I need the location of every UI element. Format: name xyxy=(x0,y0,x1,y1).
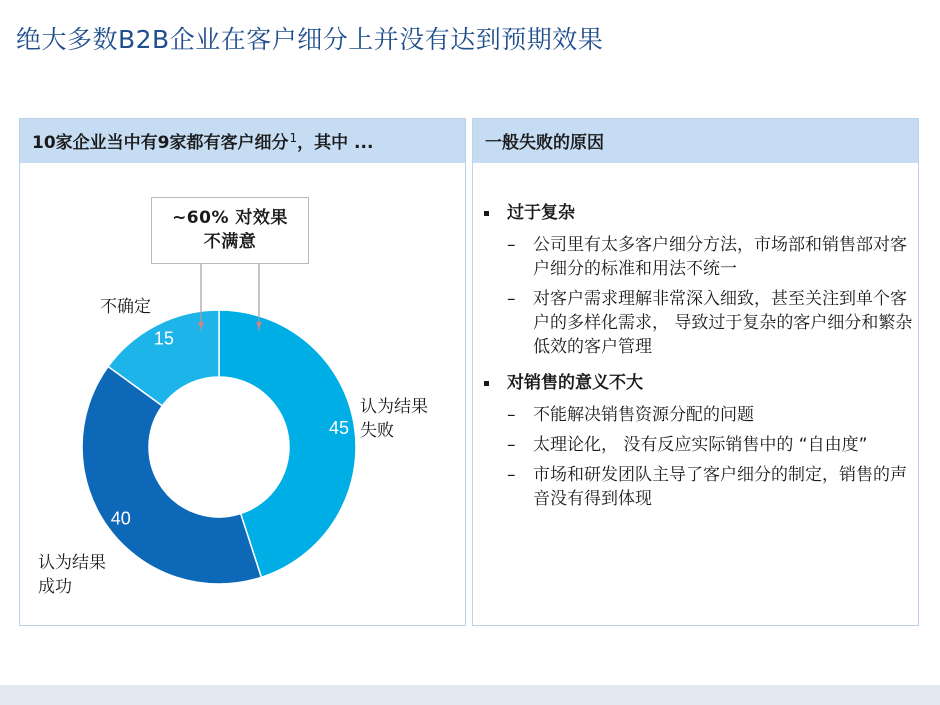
list-item-text: 公司里有太多客户细分方法，市场部和销售部对客户细分的标准和用法不统一 xyxy=(533,235,907,279)
list-item xyxy=(483,233,913,281)
left-panel-header-suffix: ，其中 ... xyxy=(297,133,374,153)
label-success-line1: 认为结果 xyxy=(38,553,106,573)
dash-marker: – xyxy=(507,235,516,255)
callout-box xyxy=(151,197,309,264)
dash-marker: – xyxy=(507,289,516,309)
section-title-sales-relevance: 对销售的意义不大 xyxy=(483,371,913,395)
list-item-text: 不能解决销售资源分配的问题 xyxy=(533,405,754,425)
reasons-list xyxy=(483,201,913,517)
donut-value-label-uncertain: 15 xyxy=(153,328,174,349)
dash-marker: – xyxy=(507,405,516,425)
footer-band xyxy=(0,685,940,705)
list-item xyxy=(483,287,913,359)
list-item xyxy=(483,433,913,457)
label-success-line2: 成功 xyxy=(38,577,72,597)
list-item-text: 对客户需求理解非常深入细致，甚至关注到单个客户的多样化需求， 导致过于复杂的客户细分和繁杂低效的客户管理 xyxy=(533,289,913,357)
label-success xyxy=(38,551,106,599)
dash-marker: – xyxy=(507,435,516,455)
list-item-text: 市场和研发团队主导了客户细分的制定，销售的声音没有得到体现 xyxy=(533,465,907,509)
right-panel xyxy=(472,118,919,626)
list-item xyxy=(483,403,913,427)
donut-segment-success xyxy=(82,366,261,584)
label-failure xyxy=(360,395,428,443)
footnote-mark: 1 xyxy=(289,131,298,145)
section-title-complexity: 过于复杂 xyxy=(483,201,913,225)
label-uncertain xyxy=(100,295,151,319)
label-failure-line2: 失败 xyxy=(360,421,394,441)
label-uncertain-line1: 不确定 xyxy=(100,297,151,317)
list-item-text: 太理论化， 没有反应实际销售中的 “自由度” xyxy=(533,435,868,455)
left-panel-header-text: 10家企业当中有9家都有客户细分 xyxy=(32,133,289,153)
donut-value-label-failure: 45 xyxy=(328,417,350,438)
right-panel-header: 一般失败的原因 xyxy=(473,119,918,163)
donut-value-label-success: 40 xyxy=(110,508,131,529)
list-item xyxy=(483,463,913,511)
label-failure-line1: 认为结果 xyxy=(360,397,428,417)
page-title: 绝大多数B2B企业在客户细分上并没有达到预期效果 xyxy=(16,25,604,54)
callout-line1: ~60% 对效果 xyxy=(172,208,288,228)
dash-marker: – xyxy=(507,465,516,485)
left-panel xyxy=(19,118,466,626)
callout-line2: 不满意 xyxy=(203,232,257,252)
